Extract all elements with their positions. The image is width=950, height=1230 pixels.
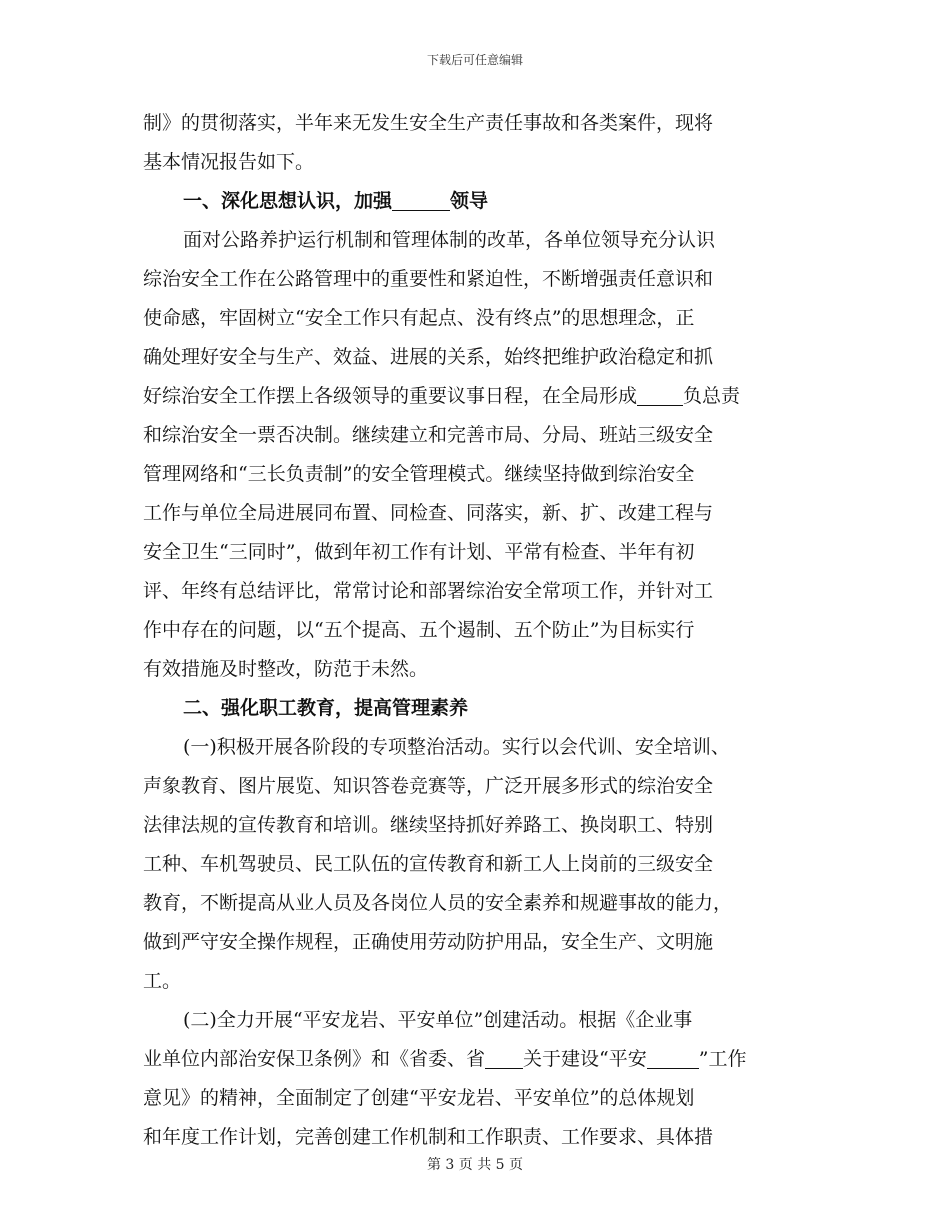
text-run: 工作与单位全局进展同布置、同检查、同落实，新、扩、改建工程与 [143,502,714,524]
text-run: 评、年终有总结评比，常常讨论和部署综治安全常项工作，并针对工 [143,580,714,602]
fill-in-blank [485,1046,523,1069]
text-run: 好综治安全工作摆上各级领导的重要议事日程，在全局形成 [143,385,638,407]
text-run: 做到严守安全操作规程，正确使用劳动防护用品，安全生产、文明施 [143,931,714,953]
body-line [143,650,808,689]
body-line [143,1079,808,1118]
text-run: 负总责 [683,385,741,407]
text-run: 管理网络和“三长负责制”的安全管理模式。继续坚持做到综治安全 [143,463,695,485]
body-line [143,1118,808,1157]
text-run: 业单位内部治安保卫条例》和《省委、省 [143,1048,486,1070]
body-line [143,767,808,806]
paragraph-start [143,728,808,767]
text-run: 作中存在的问题，以“五个提高、五个遏制、五个防止”为目标实行 [143,619,695,641]
text-run: 工。 [143,970,182,992]
text-run: (一)积极开展各阶段的专项整治活动。实行以会代训、安全培训、 [183,736,730,758]
text-run: (二)全力开展“平安龙岩、平安单位”创建活动。根据《企业事 [183,1009,693,1031]
text-run: 面对公路养护运行机制和管理体制的改革，各单位领导充分认识 [183,229,716,251]
text-run: 一、深化思想认识，加强 [183,190,393,212]
fill-in-blank [392,188,450,211]
fill-in-blank [647,1046,699,1069]
body-line [143,494,808,533]
text-run: 和综治安全一票否决制。继续建立和完善市局、分局、班站三级安全 [143,424,714,446]
body-line [143,260,808,299]
body-line [143,377,808,416]
body-line [143,572,808,611]
body-line [143,611,808,650]
text-run: 二、强化职工教育，提高管理素养 [183,697,469,719]
body-line [143,143,808,182]
text-run: 教育，不断提高从业人员及各岗位人员的安全素养和规避事故的能力， [143,892,733,914]
text-run: 声象教育、图片展览、知识答卷竞赛等，广泛开展多形式的综治安全 [143,775,714,797]
paragraph-start [143,1001,808,1040]
page-footer: 第 3 页 共 5 页 [426,1157,524,1173]
section-heading [143,689,808,728]
document-body [143,104,808,1157]
text-run: 关于建设“平安 [523,1048,647,1070]
section-heading [143,182,808,221]
page-header: 下载后可任意编辑 [426,53,523,67]
fill-in-blank [637,383,683,406]
body-line [143,884,808,923]
body-line [143,416,808,455]
text-run: 工种、车机驾驶员、民工队伍的宣传教育和新工人上岗前的三级安全 [143,853,714,875]
text-run: 使命感，牢固树立“安全工作只有起点、没有终点”的思想理念，正 [143,307,695,329]
text-run: 综治安全工作在公路管理中的重要性和紧迫性，不断增强责任意识和 [143,268,714,290]
body-line [143,455,808,494]
text-run: 制》的贯彻落实，半年来无发生安全生产责任事故和各类案件，现将 [143,112,714,134]
paragraph-start [143,221,808,260]
body-line [143,104,808,143]
text-run: 安全卫生“三同时”，做到年初工作有计划、平常有检查、半年有初 [143,541,695,563]
text-run: 和年度工作计划，完善创建工作机制和工作职责、工作要求、具体措 [143,1126,714,1148]
body-line [143,1040,808,1079]
text-run: 有效措施及时整改，防范于未然。 [143,658,429,680]
body-line [143,806,808,845]
body-line [143,299,808,338]
body-line [143,845,808,884]
body-line [143,533,808,572]
text-run: 法律法规的宣传教育和培训。继续坚持抓好养路工、换岗职工、特别 [143,814,714,836]
body-line [143,962,808,1001]
text-run: 领导 [450,190,489,212]
text-run: ”工作 [698,1048,747,1070]
body-line [143,338,808,377]
body-line [143,923,808,962]
text-run: 基本情况报告如下。 [143,151,315,173]
text-run: 意见》的精神，全面制定了创建“平安龙岩、平安单位”的总体规划 [143,1087,695,1109]
text-run: 确处理好安全与生产、效益、进展的关系，始终把维护政治稳定和抓 [143,346,714,368]
